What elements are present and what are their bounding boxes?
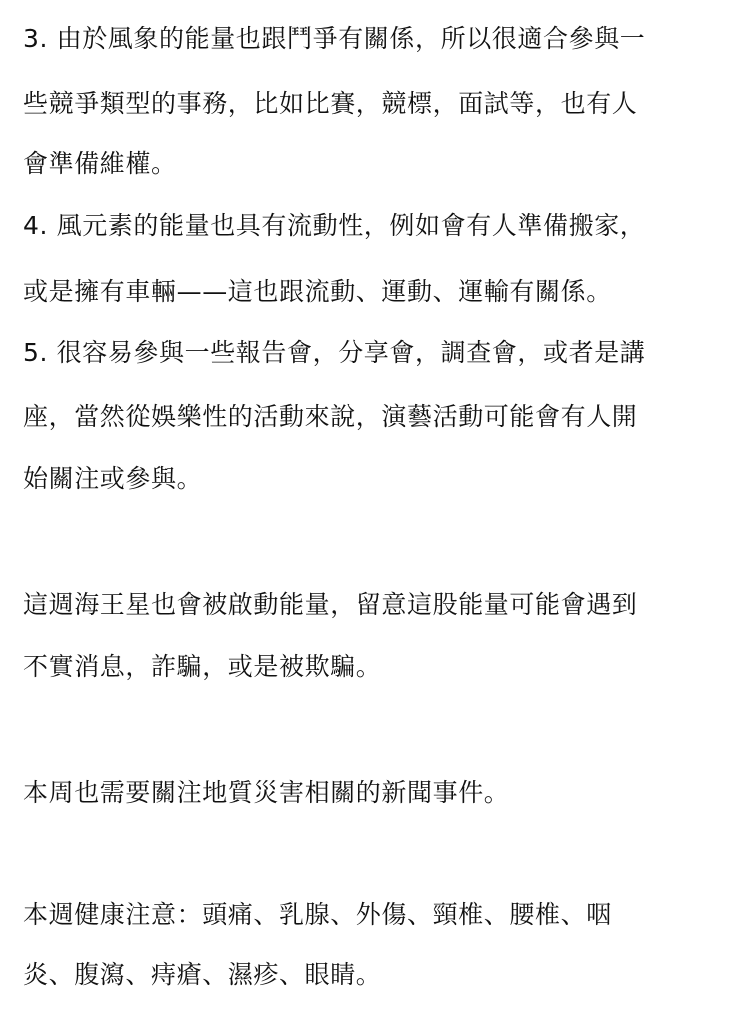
text-line: 5. 很容易參與一些報告會，分享會，調查會，或者是講 bbox=[23, 338, 646, 367]
text-line: 4. 風元素的能量也具有流動性，例如會有人準備搬家， bbox=[23, 211, 646, 240]
text-line: 會準備維權。 bbox=[23, 149, 177, 178]
text-line: 炎、腹瀉、痔瘡、濕疹、眼睛。 bbox=[23, 960, 382, 989]
text-line: 座，當然從娛樂性的活動來說，演藝活動可能會有人開 bbox=[23, 402, 638, 431]
text-line: 本週健康注意：頭痛、乳腺、外傷、頸椎、腰椎、咽 bbox=[23, 900, 612, 929]
text-line: 本周也需要關注地質災害相關的新聞事件。 bbox=[23, 778, 510, 807]
text-line: 3. 由於風象的能量也跟鬥爭有關係，所以很適合參與一 bbox=[23, 24, 646, 53]
text-line: 些競爭類型的事務，比如比賽，競標，面試等，也有人 bbox=[23, 89, 638, 118]
text-line: 不實消息，詐騙，或是被欺騙。 bbox=[23, 652, 382, 681]
text-line: 始關注或參與。 bbox=[23, 464, 203, 493]
text-line: 這週海王星也會被啟動能量，留意這股能量可能會遇到 bbox=[23, 590, 638, 619]
text-line: 或是擁有車輛——這也跟流動、運動、運輸有關係。 bbox=[23, 277, 612, 306]
